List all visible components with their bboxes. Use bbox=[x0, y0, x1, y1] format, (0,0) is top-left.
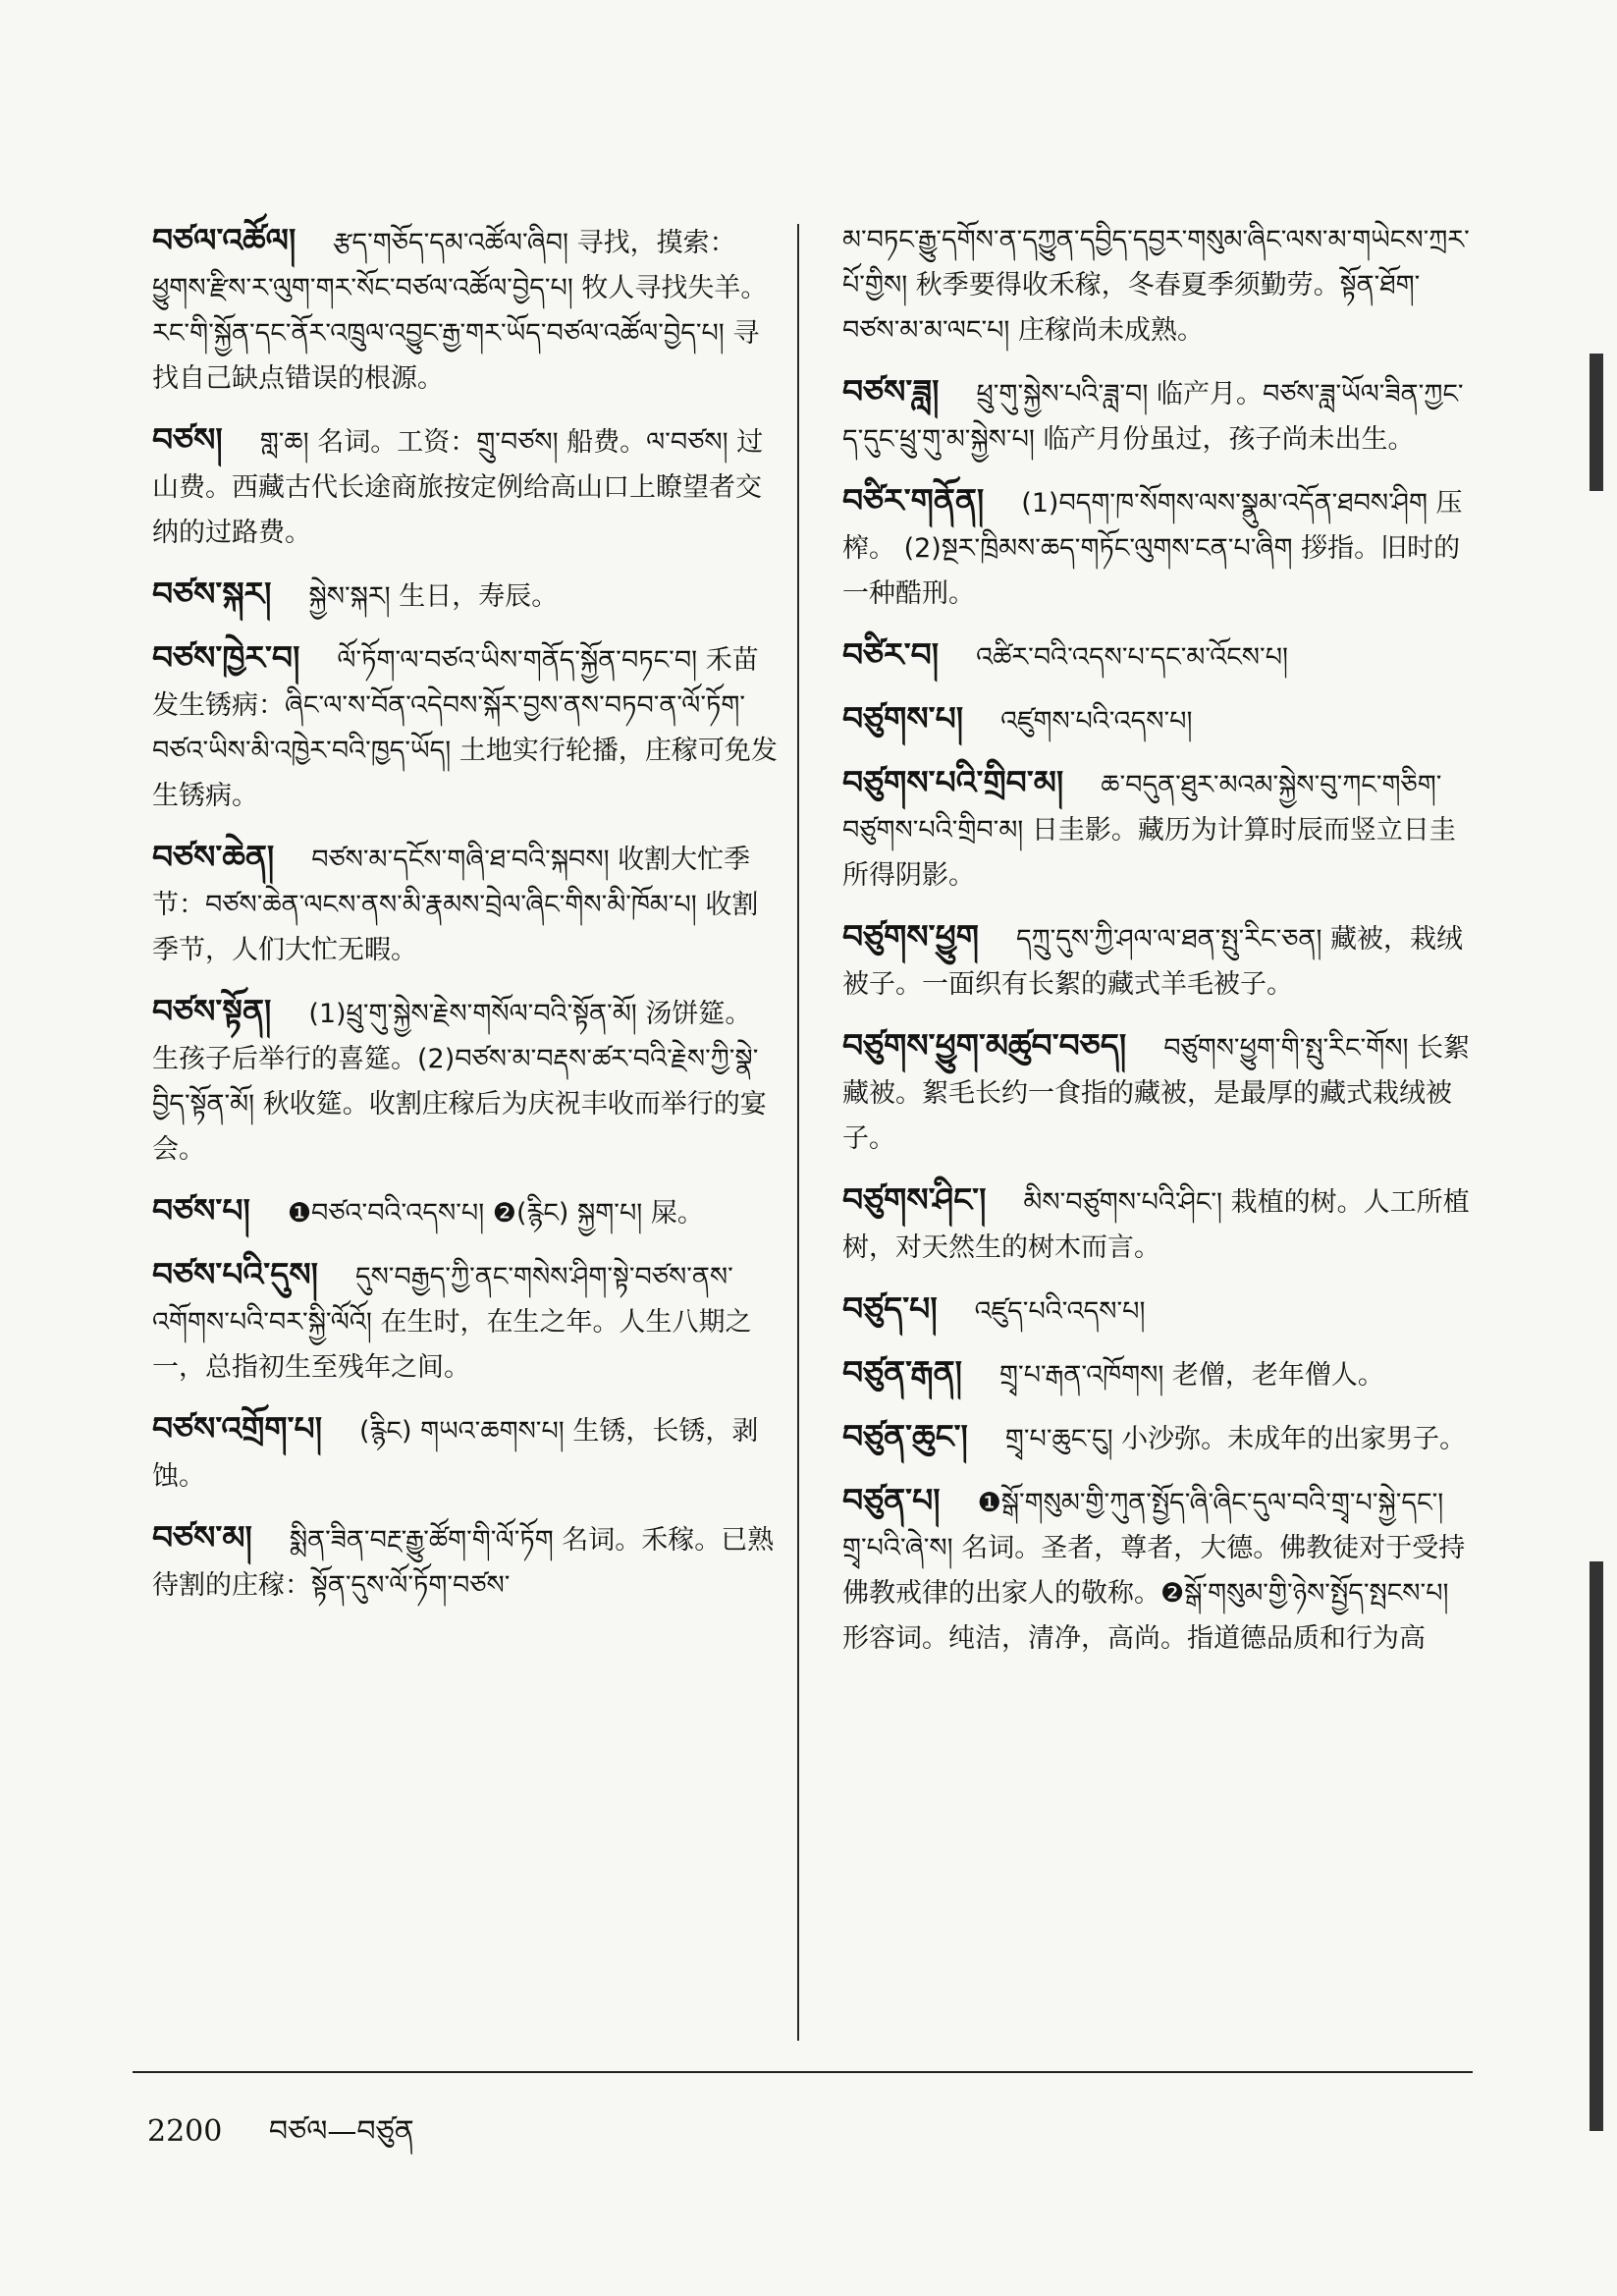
entry-headword: བཙུགས་ཕྱུག་མཚུབ་བཅད། bbox=[842, 1026, 1127, 1065]
page-range: བཙལ—བཙུན bbox=[268, 2114, 414, 2149]
entry-definition: བཙུགས་ཕྱུག་གི་སྤུ་རིང་གོས། 长絮藏被。絮毛长约一食指的藏被，是最厚的藏式栽绒被子。 bbox=[842, 1033, 1471, 1154]
dictionary-entry bbox=[842, 369, 1471, 463]
dictionary-entry bbox=[152, 1406, 778, 1500]
entry-definition: བཙས་མ་དངོས་གཞི་ཐ་བའི་སྐབས། 收割大忙季节：བཙས་ཆེན་ལངས་ནས་མི་རྣམས་བྲེལ་ཞིང་གིས་མི་ཁོམ་པ། 收割季节，人们大忙无暇。 bbox=[152, 845, 759, 965]
entry-definition: གླ་ཆ། 名词。工资：གྲུ་བཙས། 船费。ལ་བཙས། 过山费。西藏古代长途商旅按定例给高山口上瞭望者交纳的过路费。 bbox=[152, 427, 764, 548]
dictionary-entry bbox=[152, 635, 778, 819]
right-column bbox=[842, 218, 1471, 1677]
entry-definition: དཀྲུ་དུས་ཀྱི་ཤལ་ལ་ཐན་སྤུ་རིང་ཅན། 藏被，栽绒被子。一面织有长絮的藏式羊毛被子。 bbox=[842, 924, 1464, 1000]
dictionary-entry bbox=[842, 696, 1471, 744]
entry-headword: བཙས་ཆེན། bbox=[152, 838, 275, 876]
dictionary-entry bbox=[152, 835, 778, 973]
entry-headword: བཙས་ཟླ། bbox=[842, 372, 940, 410]
entry-headword: བཙུན་པ། bbox=[842, 1481, 941, 1519]
entry-headword: བཙིར་བ། bbox=[842, 635, 940, 674]
entry-headword: བཙས་མ། bbox=[152, 1518, 252, 1557]
dictionary-entry bbox=[842, 1177, 1471, 1271]
entry-headword: བཙུགས་པའི་གྲིབ་མ། bbox=[842, 763, 1064, 801]
entry-headword: བཙུགས་པ། bbox=[842, 699, 964, 738]
dictionary-entry bbox=[842, 632, 1471, 681]
dictionary-entry bbox=[152, 989, 778, 1173]
dictionary-entry bbox=[152, 417, 778, 556]
entry-definition: ❶བཙའ་བའི་འདས་པ། ❷(རྙིང) སྐྱག་པ། 屎。 bbox=[287, 1198, 704, 1229]
entry-definition: གྲྭ་པ་ཆུང་ངུ། 小沙弥。未成年的出家男子。 bbox=[1004, 1424, 1467, 1454]
entry-headword: བཙུད་པ། bbox=[842, 1289, 938, 1328]
entry-definition: སྨིན་ཟིན་བརྔ་རྒྱུ་ཚོག་གི་ལོ་ཏོག 名词。禾稼。已熟待割的庄稼：སྟོན་དུས་ལོ་ཏོག་བཙས་ bbox=[152, 1525, 775, 1601]
entry-definition: འཛུགས་པའི་འདས་པ། bbox=[1000, 706, 1193, 737]
entry-headword: བཙལ་འཚོལ། bbox=[152, 221, 296, 259]
entry-definition: ཕྲུ་གུ་སྐྱེས་པའི་ཟླ་བ། 临产月。བཙས་ཟླ་ཡོལ་ཟིན་ཀྱང་ད་དུང་ཕྲུ་གུ་མ་སྐྱེས་པ། 临产月份虽过，孩子尚未出生。 bbox=[842, 379, 1464, 455]
dictionary-entry bbox=[152, 1515, 778, 1609]
entry-definition: རྩད་གཅོད་དམ་འཚོལ་ཞིབ། 寻找，摸索：ཕྱུགས་རྫིས་ར་ལུག་གར་སོང་བཙལ་འཚོལ་བྱེད་པ། 牧人寻找失羊。རང་གི་སྐྱོན་དང་ནོར་འཁྲུལ་འབྱུང་རྒྱ་གར་ཡོད་བཙལ་འཚོལ་བྱེད་པ། 寻找自己缺点错误的根源。 bbox=[152, 228, 768, 394]
dictionary-entry bbox=[152, 1252, 778, 1391]
entry-definition: ❶སྒོ་གསུམ་གྱི་ཀུན་སྤྱོད་ཞི་ཞིང་དུལ་བའི་གྲྭ་པ་སྐྱེ་དང་། གྲྭ་པའི་ཞེ་ས། 名词。圣者，尊者，大德。佛教徒对于受持佛教戒律的出家人的敬称。❷སྒོ་གསུམ་གྱི་ཉེས་སྤྱོད་སྤངས་པ། 形容词。纯洁，清净，高尚。指道德品质和行为高 bbox=[842, 1488, 1466, 1654]
entry-definition: འཛུད་པའི་འདས་པ། bbox=[974, 1296, 1146, 1327]
entry-definition: མ་བཏང་རྒྱུ་དགོས་ན་དཀྱུན་དབྱིད་དབྱར་གསུམ་ཞིང་ལས་མ་གཡེངས་ཀྲར་པོ་གྱིས། 秋季要得收禾稼，冬春夏季须勤劳。སྟོན་ཐོག་བཙས་མ་མ་ལང་པ། 庄稼尚未成熟。 bbox=[842, 225, 1470, 346]
dictionary-entry bbox=[152, 572, 778, 620]
entry-definition: མིས་བཙུགས་པའི་ཤིང་། 栽植的树。人工所植树，对天然生的树木而言。 bbox=[842, 1187, 1470, 1263]
dictionary-entry bbox=[842, 760, 1471, 899]
entry-definition: ཆ་བདུན་ཐུར་མའམ་སྐྱེས་བུ་ཀང་གཅིག་བཙུགས་པའི་གྲིབ་མ། 日圭影。藏历为计算时辰而竖立日圭所得阴影。 bbox=[842, 770, 1456, 891]
dictionary-entry bbox=[842, 1478, 1471, 1662]
page-footer bbox=[147, 2099, 414, 2181]
dictionary-entry bbox=[152, 218, 778, 402]
entry-headword: བཙས་འགྲོག་པ། bbox=[152, 1409, 323, 1448]
entry-definition: འཚིར་བའི་འདས་པ་དང་མ་འོངས་པ། bbox=[976, 642, 1289, 673]
entry-headword: བཙས་པ། bbox=[152, 1191, 250, 1230]
dictionary-entry bbox=[842, 1286, 1471, 1335]
column-divider bbox=[797, 224, 799, 2041]
entry-definition: ལོ་ཏོག་ལ་བཙའ་ཡིས་གནོད་སྐྱོན་བཏང་བ། 禾苗发生锈病：ཞིང་ལ་ས་བོན་འདེབས་སྐོར་བྱས་ནས་བཏབ་ན་ལོ་ཏོག་བཙའ་ཡིས་མི་འཁྱེར་བའི་ཁྱད་ཡོད། 土地实行轮播，庄稼可免发生锈病。 bbox=[152, 645, 778, 811]
dictionary-entry bbox=[152, 1188, 778, 1236]
scan-mark bbox=[1590, 354, 1603, 491]
entry-headword: བཙུན་ཆུང་། bbox=[842, 1417, 968, 1455]
entry-headword: བཙས་སྟོན། bbox=[152, 992, 272, 1030]
entry-headword: བཙས་སྐར། bbox=[152, 574, 272, 613]
entry-definition: གྲྭ་པ་རྒན་འཁོགས། 老僧，老年僧人。 bbox=[999, 1360, 1384, 1391]
dictionary-entry bbox=[842, 914, 1471, 1008]
entry-definition: སྐྱེས་སྐར། 生日，寿辰。 bbox=[308, 581, 559, 612]
entry-headword: བཙུགས་ཤིང་། bbox=[842, 1180, 987, 1219]
entry-definition: དུས་བརྒྱད་ཀྱི་ནང་གསེས་ཤིག་སྟེ་བཙས་ནས་འགོགས་པའི་བར་སྐྱི་ལོའོ། 在生时，在生之年。人生八期之一，总指初生至残年之间。 bbox=[152, 1262, 752, 1383]
entry-headword: བཙས་པའི་དུས། bbox=[152, 1255, 318, 1293]
dictionary-entry bbox=[842, 1350, 1471, 1398]
dictionary-entry bbox=[842, 1023, 1471, 1162]
entry-definition: (1)བདག་ཁ་སོགས་ལས་སྣུམ་འདོན་ཐབས་ཤིག 压榨。 (2)སྔར་ཁྲིམས་ཆད་གཏོང་ལུགས་ངན་པ་ཞིག 拶指。旧时的一种酷刑。 bbox=[842, 488, 1463, 609]
dictionary-entry bbox=[842, 218, 1471, 354]
entry-definition: (རྙིང) གཡའ་ཆགས་པ། 生锈，长锈，剥蚀。 bbox=[152, 1416, 759, 1492]
entry-definition: (1)ཕྲུ་གུ་སྐྱེས་རྗེས་གསོལ་བའི་སྟོན་མོ། 汤饼筵。生孩子后举行的喜筵。(2)བཙས་མ་བརྡས་ཚར་བའི་རྗེས་ཀྱི་སྣེ་བྱིད་སྟོན་མོ། 秋收筵。收割庄稼后为庆祝丰收而举行的宴会。 bbox=[152, 999, 767, 1165]
dictionary-entry bbox=[842, 478, 1471, 617]
entry-headword: བཙུན་རྒན། bbox=[842, 1353, 963, 1392]
entry-headword: བཙུགས་ཕྱུག bbox=[842, 917, 979, 956]
page-number: 2200 bbox=[147, 2114, 223, 2149]
entry-headword: བཙིར་གནོན། bbox=[842, 481, 985, 519]
scan-mark bbox=[1590, 1561, 1603, 2131]
dictionary-entry bbox=[842, 1414, 1471, 1462]
scan-margin-marks bbox=[1578, 0, 1617, 2296]
left-column bbox=[152, 218, 778, 1624]
entry-headword: བཙས་ཁྱེར་བ། bbox=[152, 638, 300, 677]
footer-rule bbox=[133, 2071, 1473, 2073]
entry-headword: བཙས། bbox=[152, 420, 223, 459]
